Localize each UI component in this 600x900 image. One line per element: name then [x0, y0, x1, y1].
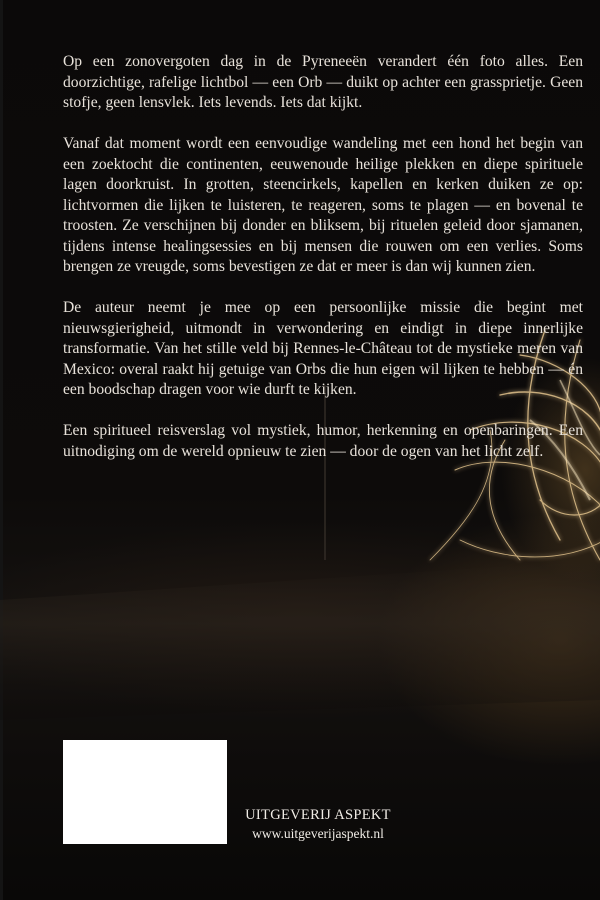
- blurb-paragraph: Op een zonovergoten dag in de Pyreneeën verandert één foto alles. Een doorzichtige, rafelige lichtbol — een Orb — duikt op achter een grassprietje. Geen stofje, geen lensvlek. Iets levends. Iets dat kijkt.: [63, 53, 583, 111]
- barcode-area: [63, 740, 227, 844]
- blurb-paragraph: Een spiritueel reisverslag vol mystiek, humor, herkenning en openbaringen. Een uitnodiging om de wereld opnieuw te zien — door de ogen van het licht zelf.: [63, 422, 583, 460]
- blurb-paragraph: De auteur neemt je mee op een persoonlijke missie die begint met nieuwsgierigheid, uitmondt in verwondering en eindigt in diepe innerlijke transformatie. Van het stille veld bij Rennes-le-Château tot de mystieke meren van Mexico: overal raakt hij getuige van Orbs die hun eigen wil lijken te hebben — én een boodschap dragen voor wie durft te kijken.: [63, 299, 583, 398]
- publisher-info: [225, 806, 411, 844]
- blurb-text: [63, 52, 583, 483]
- blurb-paragraph: Vanaf dat moment wordt een eenvoudige wandeling met een hond het begin van een zoektocht die continenten, eeuwenoude heilige plekken en diepe spirituele lagen doorkruist. In grotten, steencirkels, kapellen en kerken duiken ze op: lichtvormen die lijken te luisteren, te reageren, soms te plagen — en bovenal te troosten. Ze verschijnen bij donder en bliksem, bij rituelen geleid door sjamanen, tijdens intense healingsessies en bij mensen die rouwen om een verlies. Soms brengen ze vreugde, soms bevestigen ze dat er meer is dan wij kunnen zien.: [63, 135, 583, 275]
- publisher-name: UITGEVERIJ ASPEKT: [245, 807, 391, 823]
- publisher-url: www.uitgeverijaspekt.nl: [252, 826, 384, 841]
